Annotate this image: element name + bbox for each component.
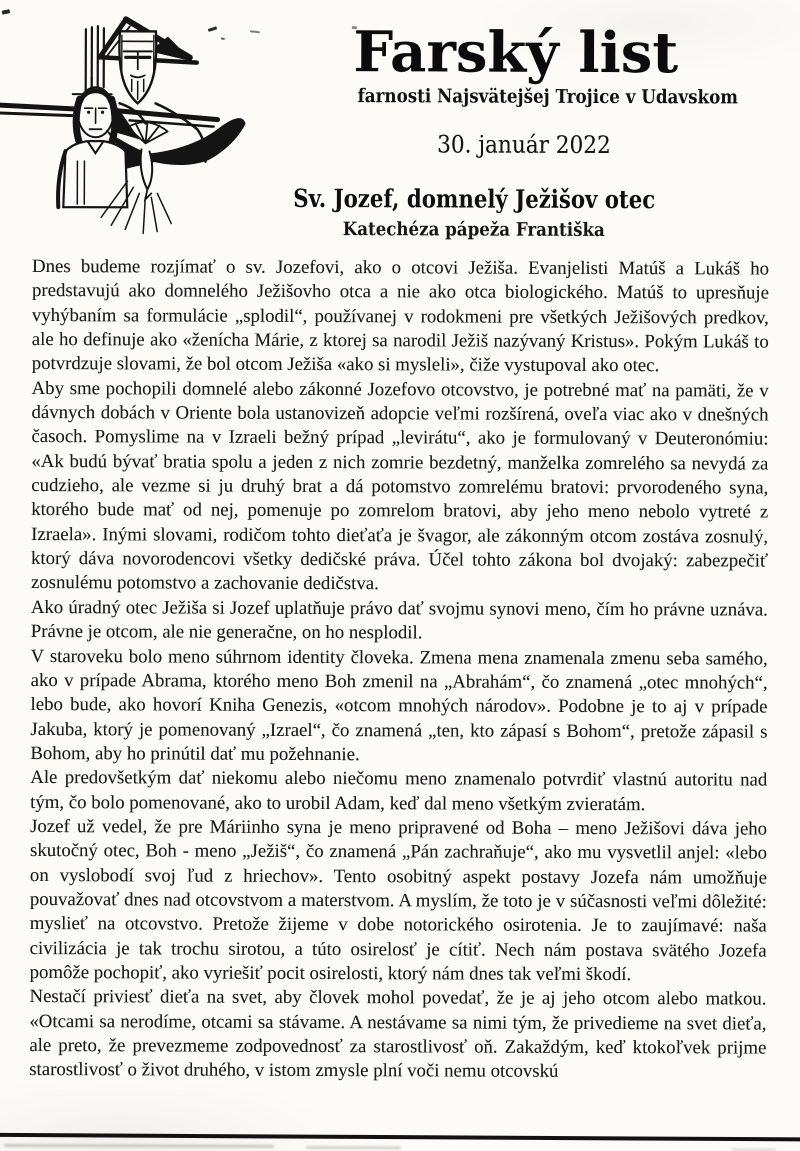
article-header xyxy=(199,184,749,242)
body-paragraph: Nestačí priviesť dieťa na svet, aby človek mohol povedať, že je aj jeho otcom alebo matkou. «Otcami sa nerodíme, otcami sa stávame. A nestávame sa nimi tým, že privedieme na svet dieťa, ale preto, že prevezmeme zodpovednosť za starostlivosť oň. Zakaždým, keď ktokoľvek prijme starostlivosť o život druhého, v istom zmysle plní voči nemu otcovskú xyxy=(29,986,767,1083)
body-paragraph: Dnes budeme rozjímať o sv. Jozefovi, ako o otcovi Ježiša. Evanjelisti Matúš a Lukáš ho predstavujú ako domnelého Ježišovho otca a nie ako otca biologického. Matúš to upresňuje vyhýbaním sa formulácie „splodil“, používanej v rodokmeni pre všetkých Ježišových predkov, ale ho definuje ako «ženícha Márie, z ktorej sa narodil Ježiš nazývaný Kristus». Pokým Lukáš to potvrdzuje slovami, že bol otcom Ježiša «ako si mysleli», čiže vystupoval ako otec. xyxy=(31,255,770,377)
body-paragraph: Ale predovšetkým dať niekomu alebo niečomu meno znamenalo potvrdiť vlastnú autoritu nad tým, čo bolo pomenované, ako to urobil Adam, keď dal meno všetkým zvieratám. xyxy=(30,767,768,815)
article-body xyxy=(29,255,769,1146)
scan-smudge xyxy=(306,1146,401,1149)
scan-smudge xyxy=(4,1144,274,1148)
body-paragraph: V staroveku bolo meno súhrnom identity človeka. Zmena mena znamenala zmenu seba samého, ako v prípade Abrama, ktorého meno Boh zmenil na „Abrahám“, čo znamená „otec mnohých“, lebo bude, ako hovorí Kniha Genezis, «otcom mnohých národov». Podobne je to aj v prípade Jakuba, ktorý je pomenovaný „Izrael“, čo znamená „ten, kto zápasí s Bohom“, pretože zápasil s Bohom, aby ho prinútil dať mu požehnanie. xyxy=(30,645,768,766)
article-title-text: Sv. Jozef, domnelý Ježišov otec xyxy=(293,183,656,215)
newsletter-title: Farský list xyxy=(353,19,679,87)
issue-date xyxy=(339,130,707,159)
article-title xyxy=(199,184,749,215)
article-subtitle xyxy=(199,219,749,242)
newsletter-subtitle-text: farnosti Najsvätejšej Trojice v Udavskom xyxy=(357,85,738,109)
article-subtitle-text: Katechéza pápeža Františka xyxy=(343,219,606,241)
masthead xyxy=(332,19,738,109)
issue-date-text: 30. január 2022 xyxy=(436,130,611,160)
body-paragraph: Jozef už vedel, že pre Máriinho syna je meno pripravené od Boha – meno Ježišovi dáva jeho skutočný otec, Boh - meno „Ježiš“, čo znamená „Pán zachraňuje“, ako mu vysvetlil anjel: «lebo on vyslobodí svoj ľud z hriechov». Tento osobitný aspekt postavy Jozefa nám umožňuje pouvažovať dnes nad otcovstvom a materstvom. A myslím, že toto je v súčasnosti veľmi dôležité: myslieť na otcovstvo. Pretože žijeme v dobe notorického osirotenia. Je to zaujímavé: naša civilizácia je tak trochu sirotou, a túto osirelosť je cítiť. Nech nám postava svätého Jozefa pomôže pochopiť, ako vyriešiť pocit osirelosti, ktorý nám dnes tak veľmi škodí. xyxy=(29,815,768,986)
newsletter-subtitle xyxy=(332,85,738,109)
body-paragraph: Ako úradný otec Ježiša si Jozef uplatňuje právo dať svojmu synovi meno, čím ho právne uznáva. Právne je otcom, ale nie generačne, on ho nesplodil. xyxy=(30,596,768,644)
body-paragraph: Aby sme pochopili domnelé alebo zákonné Jozefovo otcovstvo, je potrebné mať na pamäti, že v dávnych dobách v Oriente bola ustanovizeň adopcie veľmi rozšírená, oveľa viac ako v dnešných časoch. Pomyslime na v Izraeli bežný prípad „levirátu“, ako je formulovaný v Deuteronómiu: «Ak budú bývať bratia spolu a jeden z nich zomrie bezdetný, manželka zomrelého sa nevydá za cudzieho, ale vezme si ju druhý brat a dá potomstvo zomrelému bratovi: prvorodeného syna, ktorého bude mať od nej, pomenuje po zomrelom bratovi, aby jeho meno nebolo vytreté z Izraela». Inými slovami, rodičom tohto dieťaťa je švagor, ale zákonným otcom zostáva zosnulý, ktorý dáva novorodencovi všetky dedičské práva. Účel tohto zákona bol dvojaký: zabezpečiť zosnulému potomstvo a zachovanie dedičstva. xyxy=(30,377,769,595)
